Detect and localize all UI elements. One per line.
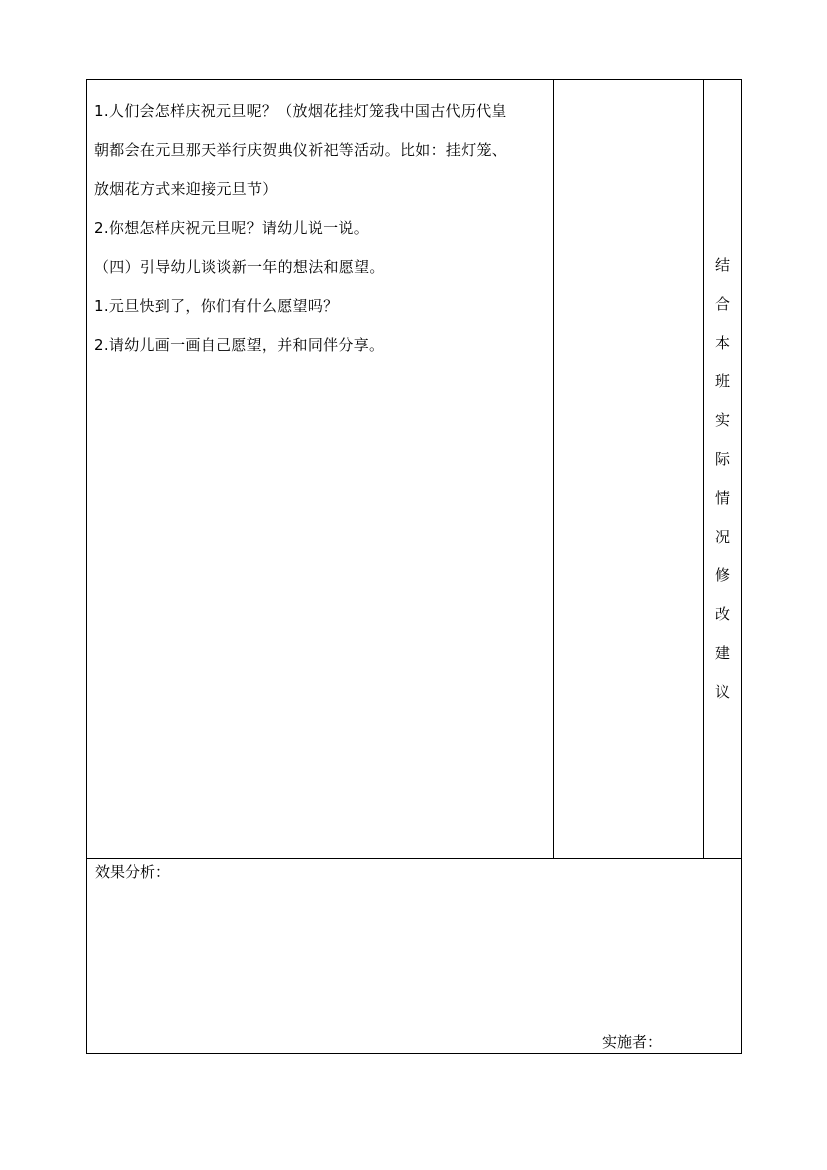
lesson-line: （四）引导幼儿谈谈新一年的想法和愿望。 (94, 258, 385, 276)
lesson-table (86, 79, 742, 859)
side-note-char: 情 (714, 488, 730, 507)
implementer-label: 实施者： (602, 1033, 663, 1051)
lesson-line: 2.请幼儿画一画自己愿望，并和同伴分享。 (94, 336, 385, 354)
side-note-char: 实 (714, 411, 730, 430)
side-note-char: 合 (714, 294, 730, 313)
side-note-char: 结 (714, 256, 730, 274)
side-note-vertical (704, 246, 741, 712)
lesson-line: 1.元旦快到了，你们有什么愿望吗？ (94, 297, 339, 315)
lesson-line: 朝都会在元旦那天举行庆贺典仪祈祀等活动。比如：挂灯笼、 (94, 141, 508, 159)
side-note-char: 况 (714, 527, 730, 546)
side-note-char: 改 (714, 605, 730, 624)
side-note-char: 修 (714, 566, 730, 585)
analysis-section (86, 858, 742, 1054)
side-note-char: 议 (714, 682, 730, 701)
side-note-char: 班 (714, 372, 730, 391)
lesson-line: 2.你想怎样庆祝元旦呢？请幼儿说一说。 (94, 219, 370, 237)
side-note-char: 际 (714, 449, 730, 468)
lesson-line: 放烟花方式来迎接元旦节） (94, 180, 278, 198)
side-note-char: 建 (714, 643, 730, 662)
column-divider (553, 80, 554, 858)
lesson-line: 1.人们会怎样庆祝元旦呢？（放烟花挂灯笼我中国古代历代皇 (94, 102, 507, 120)
analysis-label: 效果分析： (95, 863, 171, 881)
lesson-content (94, 92, 546, 365)
side-note-char: 本 (714, 333, 730, 352)
